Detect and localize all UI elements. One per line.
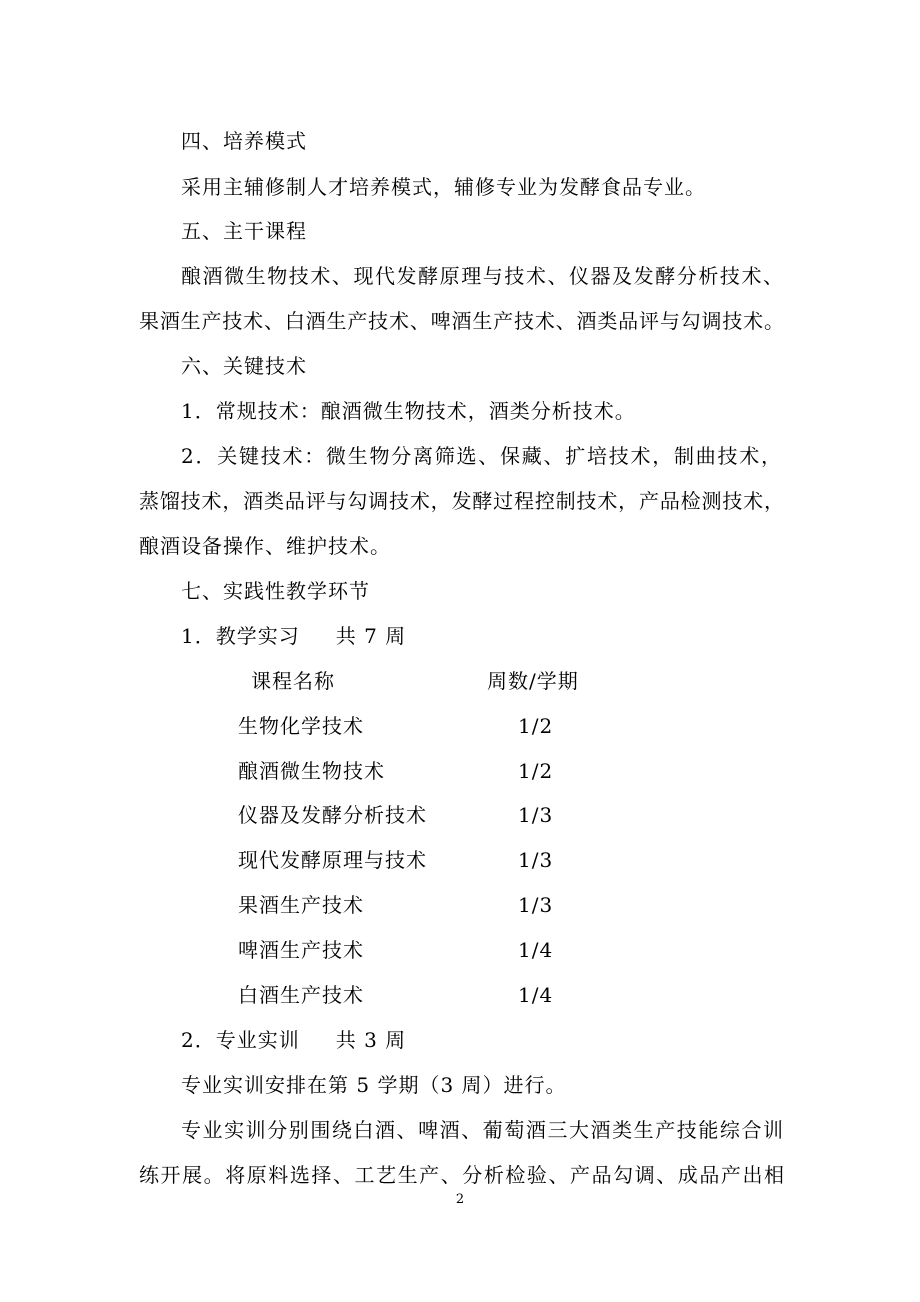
section-heading-key-tech: 六、关键技术 xyxy=(181,354,307,378)
table-row-weeks: 1/3 xyxy=(518,893,554,917)
paragraph-core-courses-line2: 果酒生产技术、白酒生产技术、啤酒生产技术、酒类品评与勾调技术。 xyxy=(139,309,784,333)
table-row-weeks: 1/3 xyxy=(518,848,554,872)
paragraph-training-content-line1: 专业实训分别围绕白酒、啤酒、葡萄酒三大酒类生产技能综合训 xyxy=(181,1118,783,1142)
list-item-routine-tech: 1．常规技术：酿酒微生物技术，酒类分析技术。 xyxy=(181,399,636,423)
table-row-course: 果酒生产技术 xyxy=(238,893,364,917)
paragraph-core-courses-line1: 酿酒微生物技术、现代发酵原理与技术、仪器及发酵分析技术、 xyxy=(181,264,783,288)
table-row-weeks: 1/4 xyxy=(518,983,554,1007)
list-item-key-tech-line1: 2．关键技术：微生物分离筛选、保藏、扩培技术，制曲技术， xyxy=(181,444,781,468)
table-row-course: 现代发酵原理与技术 xyxy=(238,848,427,872)
paragraph-training-mode: 采用主辅修制人才培养模式，辅修专业为发酵食品专业。 xyxy=(181,175,706,199)
table-row-course: 啤酒生产技术 xyxy=(238,938,364,962)
list-item-key-tech-line3: 酿酒设备操作、维护技术。 xyxy=(139,534,391,558)
table-row-course: 酿酒微生物技术 xyxy=(238,759,385,783)
internship-label: 1．教学实习 xyxy=(181,624,300,648)
training-label: 2．专业实训 xyxy=(181,1028,300,1052)
training-weeks: 共 3 周 xyxy=(335,1028,407,1052)
table-row-weeks: 1/4 xyxy=(518,938,554,962)
table-row-weeks: 1/3 xyxy=(518,803,554,827)
section-heading-practice: 七、实践性教学环节 xyxy=(181,579,370,603)
subheading-teaching-internship xyxy=(181,622,406,650)
section-heading-core-courses: 五、主干课程 xyxy=(181,219,307,243)
page-number: 2 xyxy=(455,1192,465,1207)
list-item-key-tech-line2: 蒸馏技术，酒类品评与勾调技术，发酵过程控制技术，产品检测技术， xyxy=(139,489,784,513)
table-row-weeks: 1/2 xyxy=(518,714,554,738)
table-row-weeks: 1/2 xyxy=(518,759,554,783)
table-row-course: 仪器及发酵分析技术 xyxy=(238,803,427,827)
table-header-course: 课程名称 xyxy=(251,669,335,693)
internship-weeks: 共 7 周 xyxy=(335,624,407,648)
table-header-weeks: 周数/学期 xyxy=(487,669,579,693)
paragraph-training-schedule: 专业实训安排在第 5 学期（3 周）进行。 xyxy=(181,1073,567,1097)
table-row-course: 生物化学技术 xyxy=(238,714,364,738)
table-row-course: 白酒生产技术 xyxy=(238,983,364,1007)
section-heading-training-mode: 四、培养模式 xyxy=(181,129,307,153)
subheading-professional-training xyxy=(181,1026,406,1054)
paragraph-training-content-line2: 练开展。将原料选择、工艺生产、分析检验、产品勾调、成品产出相 xyxy=(139,1163,784,1187)
